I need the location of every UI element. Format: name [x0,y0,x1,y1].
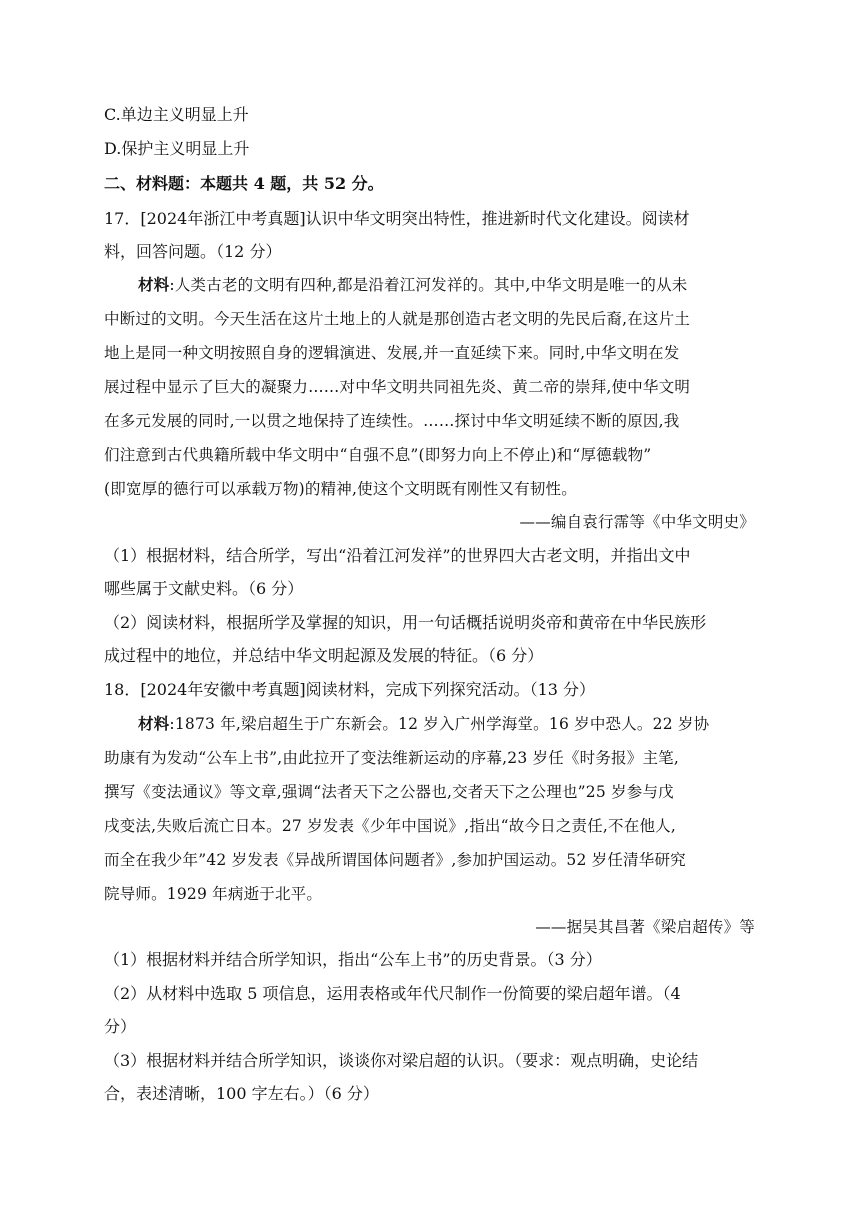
option-c: C.单边主义明显上升 [104,105,249,124]
option-d: D.保护主义明显上升 [104,139,250,158]
section-heading: 二、材料题：本题共 4 题，共 52 分。 [104,174,384,193]
q17-stem-line2: 料，回答问题。（12 分） [104,242,282,261]
q17-material-line: 材料:人类古老的文明有四种,都是沿着江河发祥的。其中,中华文明是唯一的从未 [138,275,688,294]
q18-sub2-line1: （2）从材料中选取 5 项信息，运用表格或年代尺制作一份简要的梁启超年谱。（4 [104,984,681,1003]
q18-material-line: 助康有为发动“公车上书”,由此拉开了变法维新运动的序幕,23 岁任《时务报》主笔, [104,749,679,767]
q17-material-line: 展过程中显示了巨大的凝聚力……对中华文明共同祖先炎、黄二帝的崇拜,使中华文明 [104,378,691,396]
q17-material-line: 中断过的文明。今天生活在这片土地上的人就是那创造古老文明的先民后裔,在这片土 [104,310,691,328]
q18-material-line: 而全在我少年”42 岁发表《异战所谓国体问题者》,参加护国运动。52 岁任清华研究 [104,851,686,869]
q17-sub1-line2: 哪些属于文献史料。（6 分） [104,579,304,598]
q18-material-line: 戌变法,失败后流亡日本。27 岁发表《少年中国说》,指出“故今日之责任,不在他人, [104,817,676,835]
q17-sub1-line1: （1）根据材料，结合所学，写出“沿着江河发祥”的世界四大古老文明，并指出文中 [104,546,691,565]
q17-source: ——编自袁行霈等《中华文明史》 [519,513,755,531]
q17-material-label: 材料 [138,275,170,294]
q18-sub3-line2: 合，表述清晰，100 字左右。）（6 分） [104,1084,379,1103]
q18-sub1: （1）根据材料并结合所学知识，指出“公车上书”的历史背景。（3 分） [104,950,602,969]
q17-sub2-line1: （2）阅读材料，根据所学及掌握的知识，用一句话概括说明炎帝和黄帝在中华民族形 [104,613,707,632]
q18-material-label: 材料 [138,714,170,733]
q17-material-line: 们注意到古代典籍所载中华文明中“自强不息”(即努力向上不停止)和“厚德载物” [104,446,652,464]
q18-source: ——据吴其昌著《梁启超传》等 [535,918,755,936]
q18-material-line: 材料:1873 年,梁启超生于广东新会。12 岁入广州学海堂。16 岁中恐人。22 岁协 [138,714,710,733]
q18-sub3-line1: （3）根据材料并结合所学知识，谈谈你对梁启超的认识。（要求：观点明确，史论结 [104,1051,699,1070]
q17-sub2-line2: 成过程中的地位，并总结中华文明起源及发展的特征。（6 分） [104,646,544,665]
q17-material-line: 地上是同一种文明按照自身的逻辑演进、发展,并一直延续下来。同时,中华文明在发 [104,344,680,362]
q17-stem-line1: 17．[2024年浙江中考真题]认识中华文明突出特性，推进新时代文化建设。阅读材 [104,209,690,228]
q17-material-line: 在多元发展的同时,一以贯之地保持了连续性。……探讨中华文明延续不断的原因,我 [104,412,680,430]
q18-material-line: 撰写《变法通议》等文章,强调“法者天下之公器也,交者天下之公理也”25 岁参与戊 [104,783,674,801]
q18-stem: 18．[2024年安徽中考真题]阅读材料，完成下列探究活动。（13 分） [104,680,596,699]
q18-sub2-line2: 分） [104,1017,137,1036]
q17-material-line: (即宽厚的德行可以承载万物)的精神,使这个文明既有刚性又有韧性。 [104,480,577,498]
q18-material-line: 院导师。1929 年病逝于北平。 [104,885,323,903]
